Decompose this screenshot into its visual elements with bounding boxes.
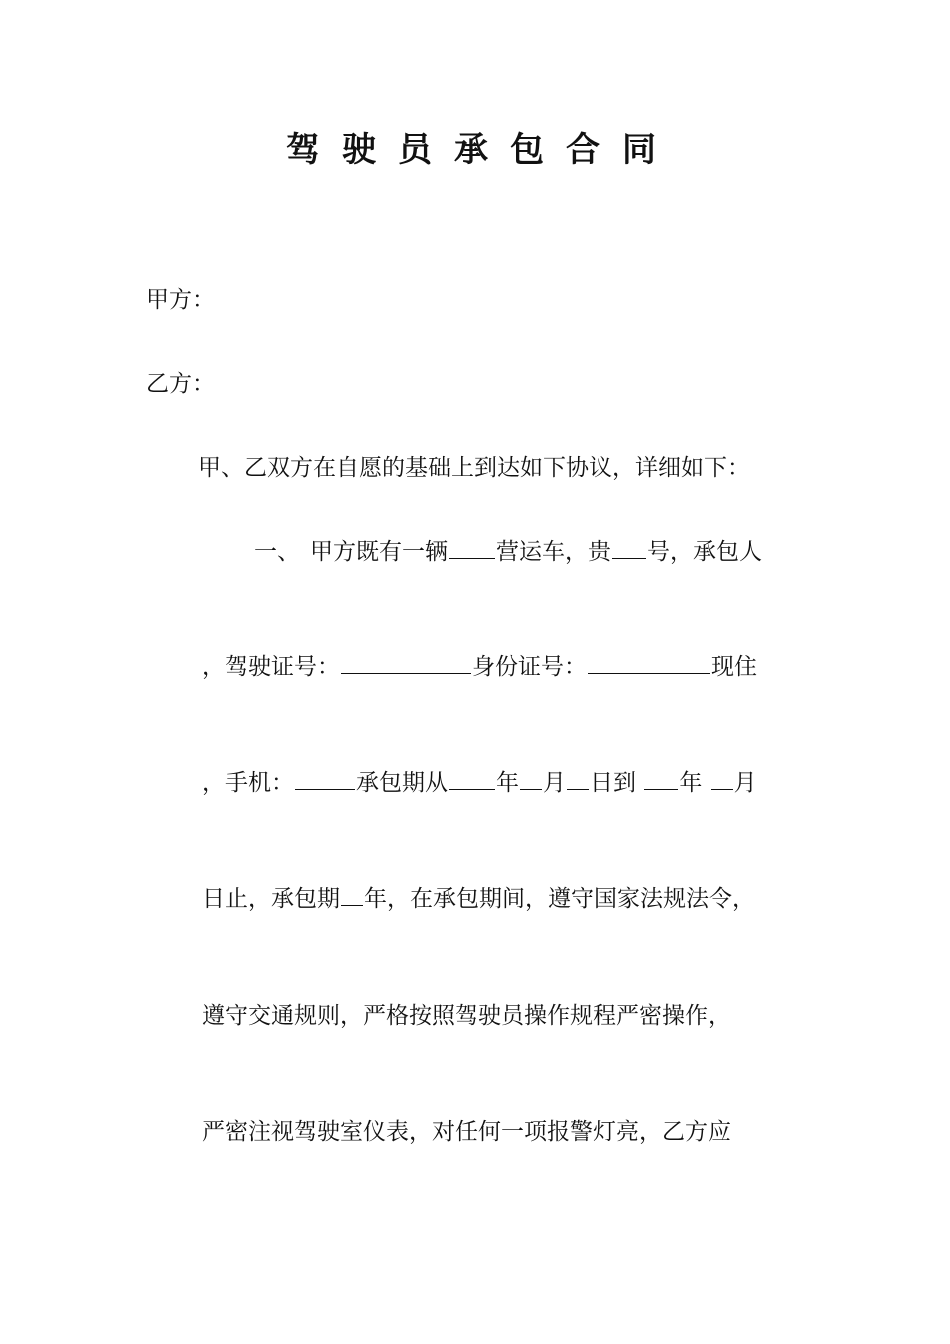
start-year-blank[interactable]: [449, 769, 495, 790]
start-day-blank[interactable]: [567, 769, 589, 790]
phone-period-line: [202, 767, 757, 799]
intro-paragraph: 甲、乙双方在自愿的基础上到达如下协议，详细如下：: [198, 455, 750, 481]
clause-number: 一、: [254, 539, 300, 565]
id-number-blank[interactable]: [588, 653, 710, 674]
end-month-blank[interactable]: [711, 769, 733, 790]
party-b-label: 乙方：: [146, 371, 215, 397]
line-text: ，手机：: [202, 770, 294, 796]
line-text: 月: [543, 770, 566, 796]
line-text: 年，在承包期间，遵守国家法规法令，: [364, 886, 755, 912]
traffic-rules-line: 遵守交通规则，严格按照驾驶员操作规程严密操作，: [202, 1003, 731, 1029]
clause-1-line: [254, 536, 762, 568]
start-month-blank[interactable]: [520, 769, 542, 790]
party-a-label: 甲方：: [146, 287, 215, 313]
vehicle-type-blank[interactable]: [449, 538, 495, 559]
phone-blank[interactable]: [295, 769, 355, 790]
clause-text: 甲方既有一辆: [310, 539, 448, 565]
term-line: [202, 883, 755, 915]
clause-text: 号，承包人: [647, 539, 762, 565]
line-text: 日止，承包期: [202, 886, 340, 912]
license-line: [202, 651, 757, 683]
line-text: 身份证号：: [472, 654, 587, 680]
term-years-blank[interactable]: [341, 885, 363, 906]
plate-number-blank[interactable]: [612, 538, 646, 559]
license-number-blank[interactable]: [341, 653, 471, 674]
line-text: 年: [496, 770, 519, 796]
clause-text: 营运车，贵: [496, 539, 611, 565]
end-year-blank[interactable]: [644, 769, 678, 790]
line-text: 承包期从: [356, 770, 448, 796]
line-text: 日到: [590, 770, 636, 796]
line-text: 年: [679, 770, 703, 796]
document-title: 驾驶员承包合同: [286, 130, 678, 170]
line-text: 现住: [711, 654, 757, 680]
line-text: 月: [733, 770, 757, 796]
dashboard-line: 严密注视驾驶室仪表，对任何一项报警灯亮，乙方应: [202, 1119, 731, 1145]
line-text: ，驾驶证号：: [202, 654, 340, 680]
